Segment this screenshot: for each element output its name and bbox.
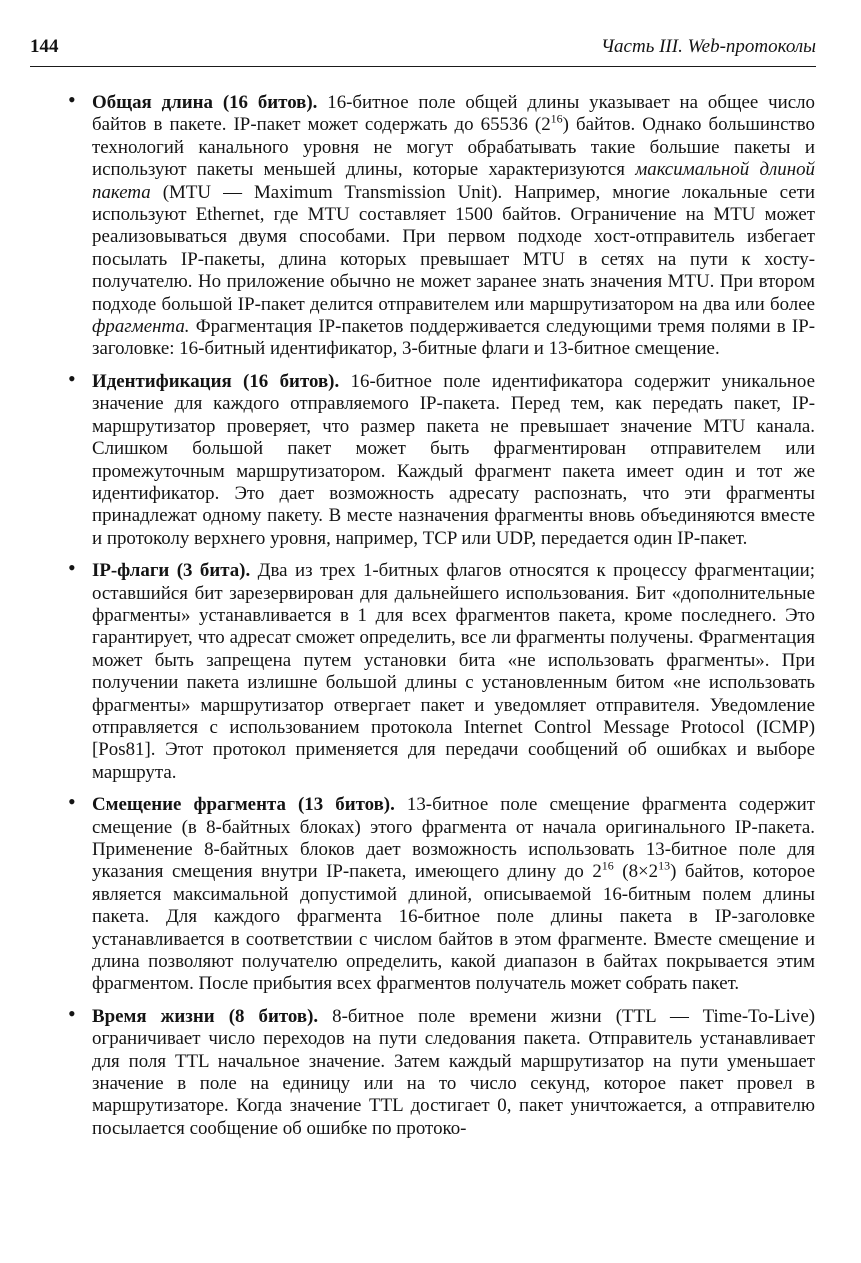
item-text: 13-битное поле смещение фрагмента содержит смещение (в 8-байтных блоках) этого фрагмента от начала оригинального IP-пакета. Применение 8-байтных блоков дает возможность использовать 13-битное поле для указания смещения внутри IP-пакета, имеющего длину до 2 xyxy=(92,794,815,883)
item-text: 16-битное поле идентификатора содержит уникальное значение для каждого отправляемого IP-пакета. Перед тем, как передать пакет, IP-маршрутизатор проверяет, что размер пакета не превышает значение MTU канала. Слишком большой пакет может быть фрагментирован отправителем или промежуточным маршрутизатором. Каждый фрагмент пакета имеет один и тот же идентификатор. Это дает возможность адресату распознать, что эти фрагменты принадлежат одному пакету. В месте назначения фрагменты вновь объединяются вместе и протоколу верхнего уровня, например, TCP или UDP, передается один IP-пакет. xyxy=(92,370,815,549)
item-text: ) байтов. Однако большинство технологий канального уровня не могут обрабатывать такие большие пакеты и используют пакеты меньшей длины, которые характеризуются xyxy=(92,114,815,181)
item-text: 8-битное поле времени жизни (TTL — Time-To-Live) ограничивает число переходов на пути следования пакета. Отправитель устанавливает для поля TTL начальное значение. Затем каждый маршрутизатор на пути уменьшает значение в поле на единицу или на то число секунд, которое пакет провел в маршрутизаторе. Когда значение TTL достигает 0, пакет уничтожается, а отправителю посылается сообщение об ошибке по протоко- xyxy=(92,1005,815,1139)
running-title: Часть III. Web-протоколы xyxy=(600,36,816,57)
list-item-time-to-live xyxy=(68,1000,815,1140)
superscript: 16 xyxy=(601,859,614,874)
item-text: Фрагментация IP-пакетов поддерживается следующими тремя полями в IP-заголовке: 16-битный идентификатор, 3-битные флаги и 13-битное смещение. xyxy=(92,316,815,360)
item-term: Идентификация (16 битов). xyxy=(92,370,340,392)
page-header xyxy=(30,36,816,67)
list-item-identification xyxy=(68,365,815,550)
item-term: Смещение фрагмента (13 битов). xyxy=(92,794,395,816)
page-number: 144 xyxy=(30,36,59,57)
bullet-icon: • xyxy=(68,789,76,815)
list-item-fragment-offset xyxy=(68,789,815,996)
item-text: Два из трех 1-битных флагов относятся к процессу фрагментации; оставшийся бит зарезервирован для дальнейшего использования. Бит «дополнительные фрагменты» устанавливается в 1 для всех фрагментов пакета, кроме последнего. Это гарантирует, что адресат сможет определить, все ли фрагменты получены. Фрагментация может быть запрещена путем установки бита «не использовать фрагменты». При получении пакета излишне большой длины с установленным битом «не использовать фрагменты» маршрутизатор отвергает пакет и уведомляет отправителя. Уведомление отправляется с использованием протокола Internet Control Message Protocol (ICMP) [Pos81]. Этот протокол применяется для передачи сообщений об ошибках и выборе маршрута. xyxy=(92,560,815,783)
item-term: Время жизни (8 битов). xyxy=(92,1005,319,1027)
superscript: 13 xyxy=(658,859,671,874)
bullet-list xyxy=(68,87,815,1150)
item-text: ) байтов, которое является максимальной допустимой длиной, описываемой 16-битным полем длины пакета. Для каждого фрагмента 16-битное поле длины пакета в IP-заголовке устанавливается в соответствии с числом байтов в этом фрагменте. Вместе смещение и длина позволяют получателю определить, какой диапазон в байтах покрывается этим фрагментом. После прибытия всех фрагментов получатель может собрать пакет. xyxy=(92,861,815,995)
bullet-icon: • xyxy=(68,1000,76,1026)
bullet-icon: • xyxy=(68,87,76,112)
item-emphasis: фрагмента. xyxy=(92,316,190,338)
list-item-total-length xyxy=(68,87,815,361)
item-text: (8×2 xyxy=(613,861,659,883)
superscript: 16 xyxy=(550,112,563,127)
item-emphasis: максимальной длиной пакета xyxy=(92,159,815,203)
list-item-ip-flags xyxy=(68,555,815,784)
item-text: 16-битное поле общей длины указывает на общее число байтов в пакете. IP-пакет может содержать до 65536 (2 xyxy=(92,92,815,136)
item-term: Общая длина (16 битов). xyxy=(92,92,318,113)
item-text: (MTU — Maximum Transmission Unit). Например, многие локальные сети используют Ethernet, где MTU составляет 1500 байтов. Ограничение на MTU может реализовываться двумя способами. При первом подходе хост-отправитель избегает посылать IP-пакеты, длина которых превышает MTU в сетях на пути к хосту-получателю. Но приложение обычно не может заранее знать значения MTU. При втором подходе большой IP-пакет делится отправителем или маршрутизатором на два или более xyxy=(92,181,815,315)
bullet-icon: • xyxy=(68,555,76,581)
item-term: IP-флаги (3 бита). xyxy=(92,560,251,582)
bullet-icon: • xyxy=(68,365,76,391)
